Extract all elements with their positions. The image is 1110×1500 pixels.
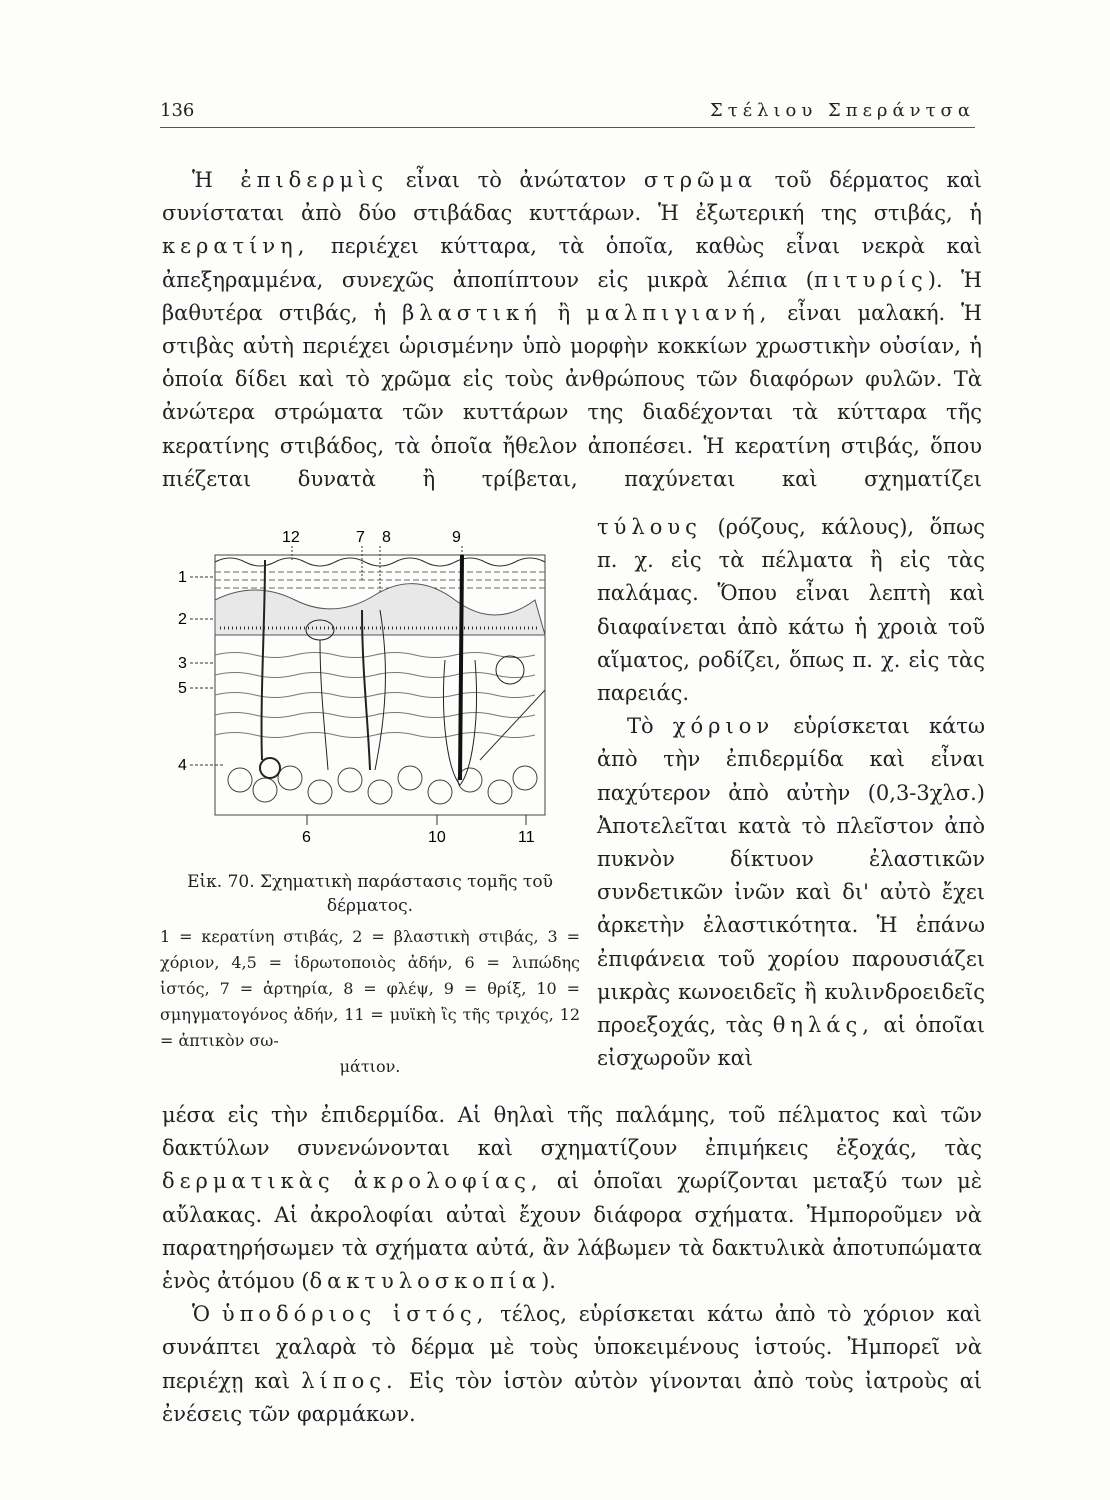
label-2: 2 [178, 611, 187, 628]
paragraph-epidermis: Ἡ ἐπιδερμὶς εἶναι τὸ ἀνώτατον στρῶμα τοῦ δέρματος καὶ συνίσταται ἀπὸ δύο στιβάδας κυττάρων. Ἡ ἐξωτερική της στιβάς, ἡ κερατίνη, περιέχει κύτταρα, τὰ ὁποῖα, καθὼς εἶναι νεκρὰ καὶ ἀπεξηραμμένα, συνεχῶς ἀποπίπτουν εἰς μικρὰ λέπια (πιτυρίς). Ἡ βαθυτέρα στιβάς, ἡ βλαστική ἢ μαλπιγιανή, εἶναι μαλακή. Ἡ στιβὰς αὐτὴ περιέχει ὡρισμένην ὑπὸ μορφὴν κοκκίων χρωστικὴν οὐσίαν, ἡ ὁποία δίδει καὶ τὸ χρῶμα εἰς τοὺς ἀνθρώπους τῶν διαφόρων φυλῶν. Τὰ ἀνώτερα στρώματα τῶν κυττάρων της διαδέχονται τὰ κύτταρα τῆς κερατίνης στιβάδος, τὰ ὁποῖα ἤθελον ἀποπέσει. Ἡ κερατίνη στιβάς, ὅπου πιέζεται δυνατὰ ἢ τρίβεται, παχύνεται καὶ σχηματίζει [162, 168, 983, 491]
label-4: 4 [178, 757, 187, 774]
page-number: 136 [160, 100, 195, 121]
label-8: 8 [382, 529, 391, 546]
figure-caption [160, 870, 580, 1080]
label-7: 7 [356, 529, 365, 546]
label-6: 6 [302, 829, 311, 846]
page-header [160, 100, 975, 130]
label-10: 10 [428, 829, 446, 846]
caption-legend: 1 = κερατίνη στιβάς, 2 = βλαστικὴ στιβάς, 3 = χόριον, 4,5 = ἱδρωτοποιὸς ἀδήν, 6 = λιπώδης ἱστός, 7 = ἀρτηρία, 8 = φλέψ, 9 = θρίξ, 10 = σμηγματογόνος ἀδήν, 11 = μυϊκὴ ἲς τῆς τριχός, 12 = ἁπτικὸν σω- μάτιον. [160, 927, 580, 1076]
label-11: 11 [518, 829, 535, 846]
header-rule [160, 127, 975, 128]
label-9: 9 [452, 529, 461, 546]
label-12: 12 [282, 529, 300, 546]
skin-diagram [170, 520, 580, 850]
label-1: 1 [178, 569, 187, 586]
skin-section-figure [170, 520, 580, 850]
label-3: 3 [178, 655, 187, 672]
paragraph-ridges-subcutis: μέσα εἰς τὴν ἐπιδερμίδα. Αἱ θηλαὶ τῆς παλάμης, τοῦ πέλματος καὶ τῶν δακτύλων συνενώνονται καὶ σχηματίζουν ἐπιμήκεις ἐξοχάς, τὰς δερματικὰς ἀκρολοφίας, αἱ ὁποῖαι χωρίζονται μεταξύ των μὲ αὔλακας. Αἱ ἀκρολοφίαι αὐταὶ ἔχουν διάφορα σχήματα. Ἠμποροῦμεν νὰ παρατηρήσωμεν τὰ σχήματα αὐτά, ἂν λάβωμεν τὰ δακτυλικὰ ἀποτυπώματα ἑνὸς ἀτόμου (δακτυλοσκοπία). Ὁ ὑποδόριος ἱστός, τέλος, εὑρίσκεται κάτω ἀπὸ τὸ χόριον καὶ συνάπτει χαλαρὰ τὸ δέρμα μὲ τοὺς ὑποκειμένους ἱστούς. Ἠμπορεῖ νὰ περιέχῃ καὶ λίπος. Εἰς τὸν ἱστὸν αὐτὸν γίνονται ἀπὸ τοὺς ἰατροὺς αἱ ἐνέσεις τῶν φαρμάκων. [162, 1103, 982, 1426]
running-title: Στέλιου Σπεράντσα [710, 100, 975, 121]
caption-title: Εἰκ. 70. Σχηματικὴ παράστασις τομῆς τοῦ δέρματος. [187, 872, 553, 916]
label-5: 5 [178, 680, 187, 697]
paragraph-calluses-dermis: τύλους (ρόζους, κάλους), ὅπως π. χ. εἰς τὰ πέλματα ἢ εἰς τὰς παλάμας. Ὅπου εἶναι λεπτὴ καὶ διαφαίνεται ἀπὸ κάτω ἡ χροιὰ τοῦ αἵματος, ροδίζει, ὅπως π. χ. εἰς τὰς παρειάς. Τὸ χόριον εὑρίσκεται κάτω ἀπὸ τὴν ἐπιδερμίδα καὶ εἶναι παχύτερον ἀπὸ αὐτὴν (0,3-3χλσ.) Ἀποτελεῖται κατὰ τὸ πλεῖστον ἀπὸ πυκνὸν δίκτυον ἐλαστικῶν συνδετικῶν ἰνῶν καὶ δι' αὐτὸ ἔχει ἀρκετὴν ἐλαστικότητα. Ἡ ἐπάνω ἐπιφάνεια τοῦ χορίου παρουσιάζει μικρὰς κωνοειδεῖς ἢ κυλινδροειδεῖς προεξοχάς, τὰς θηλάς, αἱ ὁποῖαι εἰσχωροῦν καὶ [597, 515, 985, 1071]
